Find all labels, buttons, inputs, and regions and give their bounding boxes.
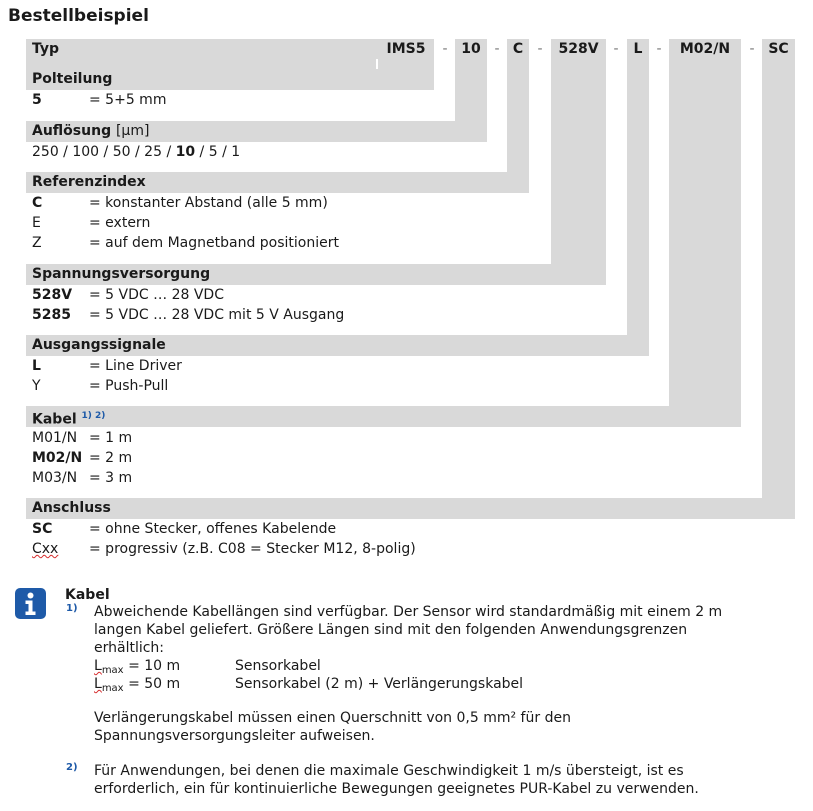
- res-value: 5: [208, 144, 218, 160]
- res-value: 250: [32, 144, 59, 160]
- ausgang-code-l: L: [32, 358, 41, 374]
- footnote-2-marker: 2): [66, 762, 78, 773]
- anschluss-code-sc: SC: [32, 521, 53, 537]
- info-icon: [15, 588, 46, 619]
- ref-desc-c: = konstanter Abstand (alle 5 mm): [89, 195, 328, 211]
- referenzindex-title: Referenzindex: [32, 174, 146, 190]
- note-title: Kabel: [65, 587, 110, 603]
- lmax-l: L: [94, 676, 102, 692]
- code-sep-5: -: [656, 41, 662, 57]
- kabel-bar: [26, 406, 741, 427]
- aufloesung-values: [32, 142, 240, 162]
- spannung-desc-528v: = 5 VDC … 28 VDC: [89, 287, 224, 303]
- code-c: C: [512, 41, 524, 57]
- res-value: 100: [72, 144, 100, 160]
- anschluss-code-cxx: Cxx: [32, 541, 59, 557]
- code-sep-4: -: [613, 41, 619, 57]
- col-spannung: [627, 39, 649, 356]
- footnote-1-line: Abweichende Kabellängen sind verfügbar. Der Sensor wird standardmäßig mit einem 2 m: [94, 604, 723, 620]
- col-kabel: [762, 39, 795, 519]
- spannung-title: Spannungsversorgung: [32, 266, 211, 282]
- res-value: 25: [144, 144, 162, 160]
- kabel-title-text: Kabel: [32, 411, 77, 428]
- code-m02n: M02/N: [679, 41, 731, 57]
- ref-code-z: Z: [32, 235, 42, 251]
- lmax-desc: Sensorkabel (2 m) + Verlängerungskabel: [235, 676, 524, 692]
- polteilung-code: 5: [32, 92, 42, 108]
- polteilung-desc: = 5+5 mm: [89, 92, 167, 108]
- kabel-desc-m02: = 2 m: [89, 450, 133, 466]
- anschluss-desc-sc: = ohne Stecker, offenes Kabelende: [89, 521, 337, 537]
- aufloesung-title-text: Auflösung: [32, 123, 112, 139]
- ausgang-desc-y: = Push-Pull: [89, 378, 169, 394]
- lmax-desc: Sensorkabel: [235, 658, 321, 674]
- res-sep: /: [162, 144, 176, 160]
- lmax-symbol: [94, 676, 124, 692]
- ref-code-e: E: [32, 215, 41, 231]
- page-title: Bestellbeispiel: [8, 6, 149, 26]
- res-value-selected: 10: [175, 144, 196, 160]
- res-sep: /: [58, 144, 73, 160]
- lmax-row: [94, 675, 180, 698]
- typ-bar-notch: [26, 59, 376, 69]
- res-sep: /: [195, 144, 209, 160]
- ausgang-code-y: Y: [32, 378, 41, 394]
- col-referenz: [551, 39, 606, 285]
- footnote-2-line: Für Anwendungen, bei denen die maximale Geschwindigkeit 1 m/s übersteigt, ist es: [94, 763, 684, 779]
- typ-label: Typ: [32, 41, 60, 57]
- col-aufloesung: [507, 39, 529, 193]
- anschluss-bar: [26, 498, 795, 519]
- footnote-1-extra: Spannungsversorgungsleiter aufweisen.: [94, 728, 375, 744]
- kabel-title: [32, 406, 105, 430]
- ausgang-desc-l: = Line Driver: [89, 358, 182, 374]
- kabel-code-m02: M02/N: [32, 450, 83, 466]
- spannung-code-528v: 528V: [32, 287, 73, 303]
- kabel-code-m01: M01/N: [32, 430, 78, 446]
- footnote-1-line: langen Kabel geliefert. Größere Längen sind mit den folgenden Anwendungsgrenzen: [94, 622, 688, 638]
- ausgang-title: Ausgangssignale: [32, 337, 166, 353]
- lmax-symbol: [94, 658, 124, 674]
- ref-desc-e: = extern: [89, 215, 151, 231]
- lmax-value: = 50 m: [128, 676, 181, 692]
- col-ausgang: [669, 39, 741, 427]
- anschluss-title: Anschluss: [32, 500, 111, 516]
- code-sep-6: -: [749, 41, 755, 57]
- code-10: 10: [461, 41, 481, 57]
- aufloesung-unit: [µm]: [115, 123, 150, 139]
- res-value: 50: [112, 144, 131, 160]
- kabel-code-m03: M03/N: [32, 470, 78, 486]
- polteilung-title: Polteilung: [32, 71, 113, 87]
- anschluss-desc-cxx: = progressiv (z.B. C08 = Stecker M12, 8-polig): [89, 541, 416, 557]
- code-l: L: [633, 41, 643, 57]
- code-sep-3: -: [537, 41, 543, 57]
- lmax-sub: max: [101, 665, 124, 676]
- spannung-code-5285: 5285: [32, 307, 71, 323]
- lmax-l: L: [94, 658, 102, 674]
- code-528v: 528V: [558, 41, 599, 57]
- ref-desc-z: = auf dem Magnetband positioniert: [89, 235, 339, 251]
- res-sep: /: [130, 144, 145, 160]
- kabel-footnote-refs: 1) 2): [81, 411, 106, 421]
- res-sep: /: [217, 144, 232, 160]
- kabel-desc-m03: = 3 m: [89, 470, 133, 486]
- footnote-1-extra: Verlängerungskabel müssen einen Querschnitt von 0,5 mm² für den: [94, 710, 571, 726]
- footnote-2-line: erforderlich, ein für kontinuierliche Bewegungen geeignetes PUR-Kabel zu verwenden.: [94, 781, 699, 797]
- typ-bar: [26, 39, 434, 59]
- code-ims5: IMS5: [386, 41, 426, 57]
- res-value: 1: [231, 144, 241, 160]
- kabel-desc-m01: = 1 m: [89, 430, 133, 446]
- footnote-1-line: erhältlich:: [94, 640, 165, 656]
- ref-code-c: C: [32, 195, 43, 211]
- code-sc: SC: [768, 41, 789, 57]
- aufloesung-title: [32, 121, 149, 141]
- lmax-sub: max: [101, 683, 124, 694]
- res-sep: /: [99, 144, 113, 160]
- code-sep-2: -: [494, 41, 500, 57]
- code-sep-1: -: [442, 41, 448, 57]
- footnote-1-marker: 1): [66, 603, 78, 614]
- lmax-value: = 10 m: [128, 658, 181, 674]
- spannung-desc-5285: = 5 VDC … 28 VDC mit 5 V Ausgang: [89, 307, 345, 323]
